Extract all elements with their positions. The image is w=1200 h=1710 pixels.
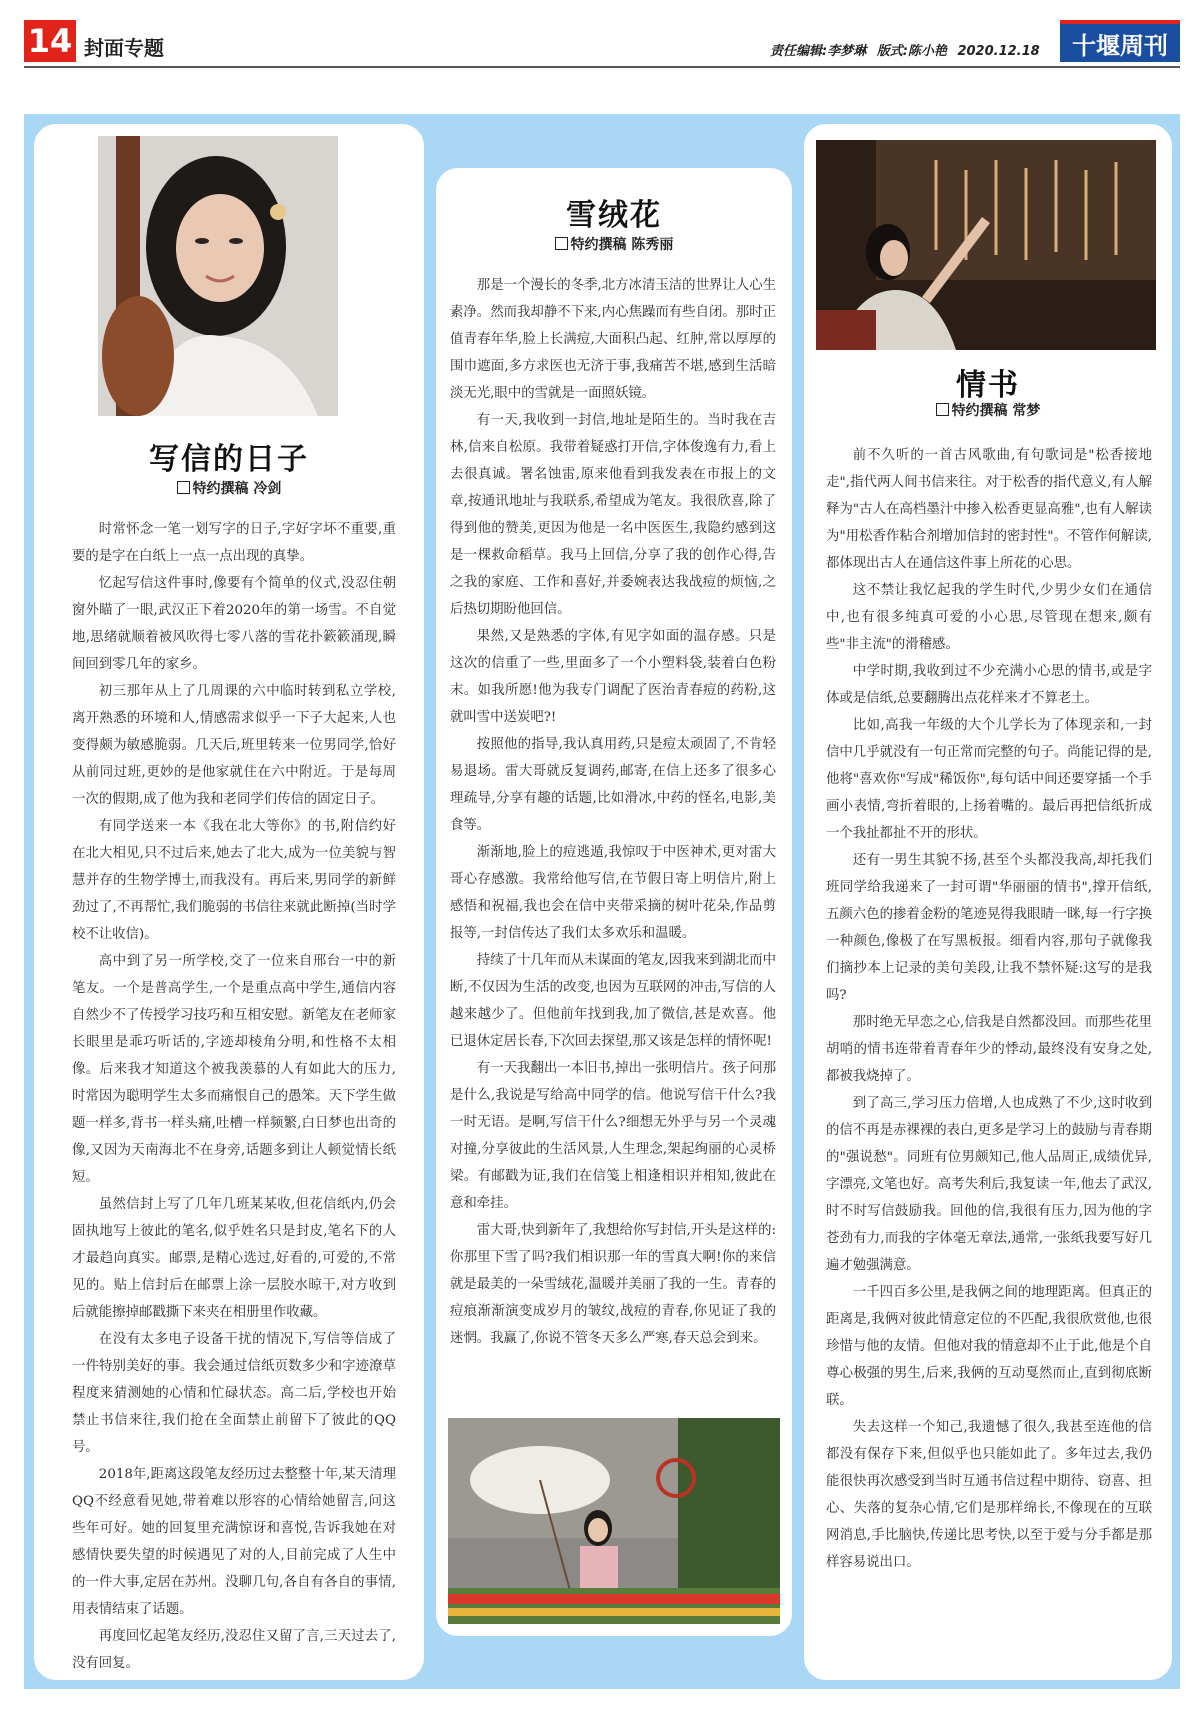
portrait-image-icon [98,136,338,416]
paragraph: 持续了十几年而从未谋面的笔友,因我来到湖北而中断,不仅因为生活的改变,也因为互联网的冲击,写信的人越来越少了。但他前年找到我,加了微信,甚是欢喜。他已退休定居长春,下次回去探望,那又该是怎样的情怀呢! [450,953,776,1049]
paragraph: 虽然信封上写了几年几班某某收,但花信纸内,仍会固执地写上彼此的笔名,似乎姓名只是封皮,笔名下的人才最趋向真实。邮票,是精心选过,好看的,可爱的,不常见的。贴上信封后在邮票上涂一层胶水晾干,对方收到后就能擦掉邮戳撕下来夹在相册里作收藏。 [72,1197,396,1320]
paragraph: 前不久听的一首古风歌曲,有句歌词是"松香接地走",指代两人间书信来往。对于松香的指代意义,有人解释为"古人在高档墨汁中掺入松香更显高雅",也有人解读为"用松香作粘合剂增加信封的密封性"。不管作何解读,都体现出古人在通信这件事上所花的心思。 [826,448,1152,571]
paragraph: 那是一个漫长的冬季,北方冰清玉洁的世界让人心生素净。然而我却静不下来,内心焦躁而有些自闭。那时正值青春年华,脸上长满痘,大面积凸起、红肿,常以厚厚的围巾遮面,多方求医也无济于事,我痛苦不堪,感到生活暗淡无光,眼中的雪就是一面照妖镜。 [450,278,776,401]
article-title: 雪绒花 [566,198,662,233]
byline-text: 特约撰稿 陈秀丽 [570,237,674,253]
byline-box-icon [177,481,190,494]
header-rule [24,66,1180,68]
paragraph: 按照他的指导,我认真用药,只是痘太顽固了,不肯轻易退场。雷大哥就反复调药,邮寄,在信上还多了很多心理疏导,分享有趣的话题,比如滑冰,中药的怪名,电影,美食等。 [450,737,776,833]
lantern-image-icon [816,140,1156,350]
editor-credit: 责任编辑:李梦琳 [770,44,867,59]
paragraph: 雷大哥,快到新年了,我想给你写封信,开头是这样的:你那里下雪了吗?我们相识那一年的雪真大啊!你的来信就是最美的一朵雪绒花,温暖并美丽了我的一生。青春的痘痕渐渐演变成岁月的皱纹,战痘的青春,你见证了我的迷惘。我赢了,你说不管冬天多么严寒,春天总会到来。 [450,1223,776,1346]
paragraph: 这不禁让我忆起我的学生时代,少男少女们在通信中,也有很多纯真可爱的小心思,尽管现在想来,颇有些"非主流"的滑稽感。 [826,583,1152,652]
byline-box-icon [936,403,949,416]
paragraph: 在没有太多电子设备干扰的情况下,写信等信成了一件特别美好的事。我会通过信纸页数多少和字迹潦草程度来猜测她的心情和忙碌状态。高二后,学校也开始禁止书信来往,我们抢在全面禁止前留下了彼此的QQ号。 [72,1332,396,1455]
article-body [826,442,1152,1576]
paragraph: 时常怀念一笔一划写字的日子,字好字坏不重要,重要的是字在白纸上一点一点出现的真挚。 [72,522,396,564]
article-byline [436,234,792,254]
article-card-middle [436,168,792,1636]
umbrella-image-icon [448,1418,780,1624]
issue-date: 2020.12.18 [957,44,1040,59]
paragraph: 那时绝无早恋之心,信我是自然都没回。而那些花里胡哨的情书连带着青春年少的悸动,最终没有安身之处,都被我烧掉了。 [826,1015,1152,1084]
paragraph: 渐渐地,脸上的痘逃遁,我惊叹于中医神术,更对雷大哥心存感激。我常给他写信,在节假日寄上明信片,附上感悟和祝福,我也会在信中夹带采摘的树叶花朵,作品剪报等,一封信传达了我们太多欢乐和温暖。 [450,845,776,941]
article-title: 情书 [956,368,1020,403]
paragraph: 2018年,距离这段笔友经历过去整整十年,某天清理QQ不经意看见她,带着难以形容的心情给她留言,问这些年可好。她的回复里充满惊讶和喜悦,告诉我她在对感情快要失望的时候遇见了对的人,目前完成了人生中的一件大事,定居在苏州。没聊几句,各自有各自的事情,用表情结束了话题。 [72,1467,396,1617]
paragraph: 中学时期,我收到过不少充满小心思的情书,或是字体或是信纸,总要翻腾出点花样来才不算老土。 [826,664,1152,706]
article-title: 写信的日子 [149,442,309,477]
paragraph: 有一天我翻出一本旧书,掉出一张明信片。孩子问那是什么,我说是写给高中同学的信。他说写信干什么?我一时无语。是啊,写信干什么?细想无外乎与另一个灵魂对撞,分享彼此的生活风景,人生理念,架起绚丽的心灵桥梁。有邮戳为证,我们在信笺上相逢相识并相知,彼此在意和牵挂。 [450,1061,776,1211]
byline-text: 特约撰稿 常梦 [951,403,1041,419]
article-card-left [34,124,424,1680]
paragraph: 初三那年从上了几周课的六中临时转到私立学校,离开熟悉的环境和人,情感需求似乎一下子大起来,人也变得颇为敏感脆弱。几天后,班里转来一位男同学,恰好从前同过班,更妙的是他家就住在六中附近。于是每周一次的假期,成了他为我和老同学们传信的固定日子。 [72,684,396,807]
lantern-photo [816,140,1156,350]
article-body [72,516,396,1677]
umbrella-photo [448,1418,780,1624]
section-title: 封面专题 [84,36,164,60]
portrait-photo [98,136,338,416]
layout-credit: 版式:陈小艳 [876,44,947,59]
paragraph: 一千四百多公里,是我俩之间的地理距离。但真正的距离是,我俩对彼此情意定位的不匹配,我很欣赏他,也很珍惜与他的友情。但他对我的情意却不止于此,他是个自尊心极强的男生,后来,我俩的互动戛然而止,直到彻底断联。 [826,1285,1152,1408]
page-credits [770,40,1046,59]
paragraph: 忆起写信这件事时,像要有个简单的仪式,没忍住朝窗外瞄了一眼,武汉正下着2020年的第一场雪。不自觉地,思绪就顺着被风吹得七零八落的雪花扑簌簌涌现,瞬间回到零几年的家乡。 [72,576,396,672]
paragraph: 高中到了另一所学校,交了一位来自邢台一中的新笔友。一个是普高学生,一个是重点高中学生,通信内容自然少不了传授学习技巧和互相安慰。新笔友在老师家长眼里是乖巧听话的,字迹却棱角分明,和性格不太相像。后来我才知道这个被我羡慕的人有如此大的压力,时常因为聪明学生太多而痛恨自己的愚笨。天下学生做题一样多,背书一样头痛,吐槽一样频繁,白日梦也出奇的像,又因为天南海北不在身旁,话题多到让人顿觉情长纸短。 [72,954,396,1185]
byline-text: 特约撰稿 冷剑 [192,481,282,497]
article-card-right [804,124,1172,1680]
paragraph: 有一天,我收到一封信,地址是陌生的。当时我在吉林,信来自松原。我带着疑惑打开信,字体俊逸有力,看上去很真诚。署名蚀雷,原来他看到我发表在市报上的文章,按通讯地址与我联系,希望成为笔友。我很欣喜,除了得到他的赞美,更因为他是一名中医医生,我隐约感到这是一棵救命稻草。我马上回信,分享了我的创作心得,告之我的家庭、工作和喜好,并委婉表达我战痘的烦恼,之后热切期盼他回信。 [450,413,776,617]
article-body [450,272,776,1352]
paragraph: 比如,高我一年级的大个儿学长为了体现亲和,一封信中几乎就没有一句正常而完整的句子。尚能记得的是,他将"喜欢你"写成"稀饭你",每句话中间还要穿插一个手画小表情,弯折着眼的,上扬着嘴的。最后再把信纸折成一个我扯都扯不开的形状。 [826,718,1152,841]
paragraph: 失去这样一个知己,我遗憾了很久,我甚至连他的信都没有保存下来,但似乎也只能如此了。多年过去,我仍能很快再次感受到当时互通书信过程中期待、窃喜、担心、失落的复杂心情,它们是那样绵长,不像现在的互联网消息,手比脑快,传递比思考快,以至于爱与分手都是那样容易说出口。 [826,1420,1152,1570]
byline-box-icon [555,237,568,250]
paragraph: 到了高三,学习压力倍增,人也成熟了不少,这时收到的信不再是赤裸裸的表白,更多是学习上的鼓励与青春期的"强说愁"。同班有位男颇知己,他人品周正,成绩优异,字漂亮,文笔也好。高考失利后,我复读一年,他去了武汉,时不时写信鼓励我。回他的信,我很有压力,因为他的字苍劲有力,而我的字体毫无章法,通常,一张纸我要写好几遍才勉强满意。 [826,1096,1152,1273]
paragraph: 有同学送来一本《我在北大等你》的书,附信约好在北大相见,只不过后来,她去了北大,成为一位美貌与智慧并存的生物学博士,而我没有。再后来,男同学的新鲜劲过了,不再帮忙,我们脆弱的书信往来就此断掉(当时学校不让收信)。 [72,819,396,942]
paragraph: 果然,又是熟悉的字体,有见字如面的温存感。只是这次的信重了一些,里面多了一个小塑料袋,装着白色粉末。如我所愿!他为我专门调配了医治青春痘的药粉,这就叫雪中送炭吧?! [450,629,776,725]
article-byline [804,400,1172,420]
paragraph: 再度回忆起笔友经历,没忍住又留了言,三天过去了,没有回复。 [72,1629,396,1671]
masthead-logo: 十堰周刊 [1060,20,1180,62]
article-byline [34,478,424,498]
page-number: 14 [24,20,76,62]
paragraph: 还有一男生其貌不扬,甚至个头都没我高,却托我们班同学给我递来了一封可谓"华丽丽的情书",撑开信纸,五颜六色的掺着金粉的笔迹晃得我眼睛一眯,每一行字换一种颜色,像极了在写黑板报。细看内容,那句子就像我们摘抄本上记录的美句美段,让我不禁怀疑:这写的是我吗? [826,853,1152,1003]
